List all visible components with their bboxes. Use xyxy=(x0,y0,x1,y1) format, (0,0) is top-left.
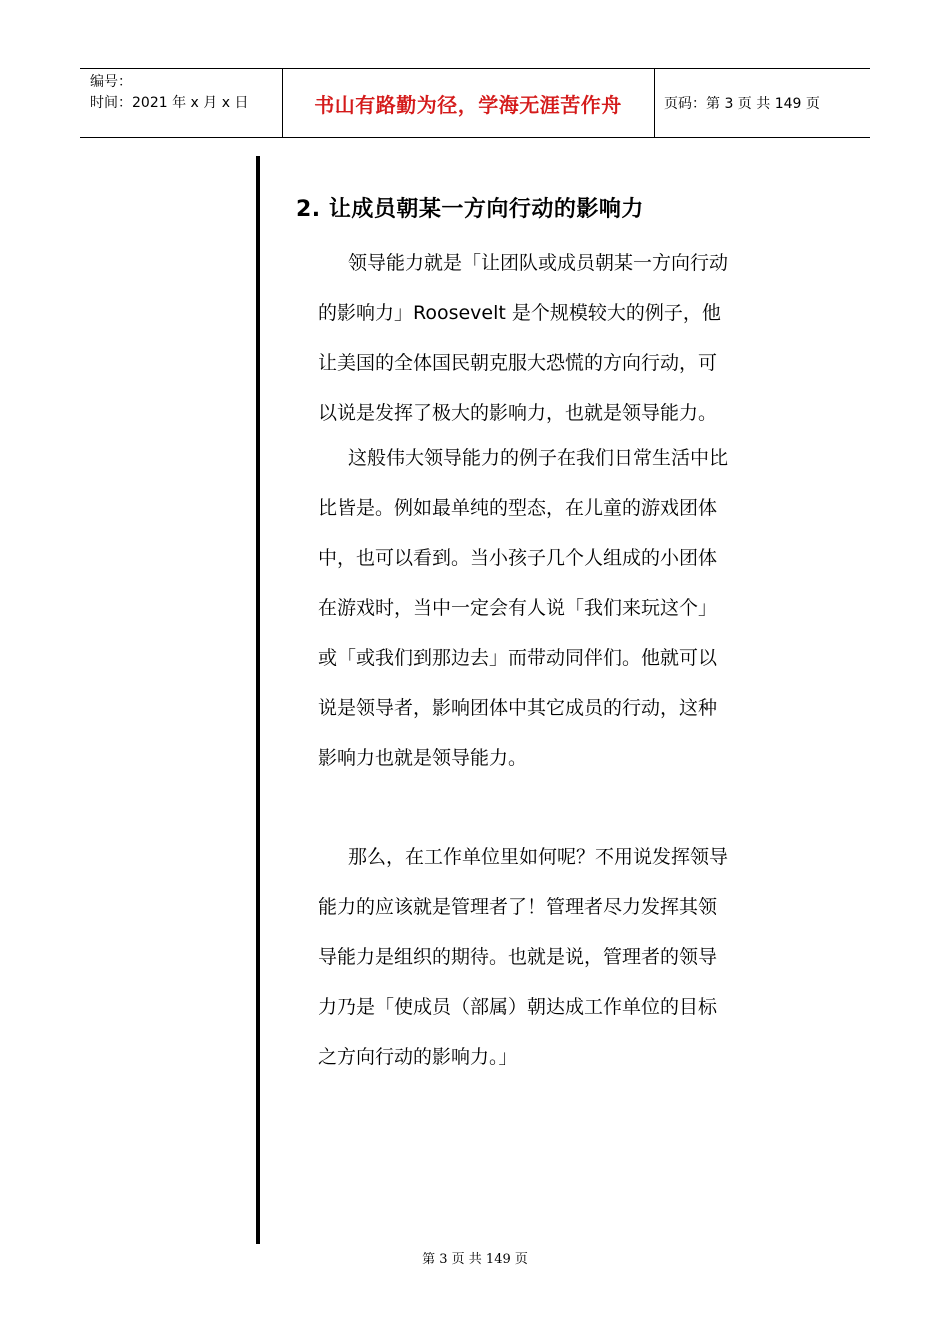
header-motto: 书山有路勤为径，学海无涯苦作舟 xyxy=(314,92,622,117)
paragraph-3 xyxy=(318,832,818,1082)
paragraph-2 xyxy=(318,433,818,783)
header-page-label: 页码：第 3 页 共 149 页 xyxy=(664,96,820,112)
paragraph-line: 比皆是。例如最单纯的型态，在儿童的游戏团体 xyxy=(318,497,718,519)
paragraph-line: 让美国的全体国民朝克服大恐慌的方向行动，可 xyxy=(318,352,718,374)
page-header-table xyxy=(80,68,870,138)
paragraph-line: 领导能力就是「让团队或成员朝某一方向行动 xyxy=(348,252,729,274)
paragraph-line: 那么，在工作单位里如何呢？不用说发挥领导 xyxy=(348,846,729,868)
paragraph-line: 这般伟大领导能力的例子在我们日常生活中比 xyxy=(348,447,729,469)
paragraph-line: 中，也可以看到。当小孩子几个人组成的小团体 xyxy=(318,547,718,569)
left-margin-rule xyxy=(256,156,260,1244)
paragraph-line: 在游戏时，当中一定会有人说「我们来玩这个」 xyxy=(318,597,718,619)
paragraph-line: 导能力是组织的期待。也就是说，管理者的领导 xyxy=(318,946,718,968)
page-footer: 第 3 页 共 149 页 xyxy=(422,1252,528,1267)
paragraph-line: 之方向行动的影响力。」 xyxy=(318,1046,518,1068)
paragraph-line: 的影响力」Roosevelt 是个规模较大的例子，他 xyxy=(318,302,721,324)
header-meta xyxy=(90,72,248,114)
header-number-label: 编号： xyxy=(90,74,132,90)
paragraph-line: 或「或我们到那边去」而带动同伴们。他就可以 xyxy=(318,647,718,669)
section-heading: 2. 让成员朝某一方向行动的影响力 xyxy=(296,197,644,222)
paragraph-line: 以说是发挥了极大的影响力，也就是领导能力。 xyxy=(318,402,718,424)
paragraph-1 xyxy=(318,238,818,438)
paragraph-line: 影响力也就是领导能力。 xyxy=(318,747,528,769)
paragraph-line: 力乃是「使成员（部属）朝达成工作单位的目标 xyxy=(318,996,718,1018)
paragraph-line: 能力的应该就是管理者了！管理者尽力发挥其领 xyxy=(318,896,718,918)
header-date-label: 时间：2021 年 x 月 x 日 xyxy=(90,95,249,111)
paragraph-line: 说是领导者，影响团体中其它成员的行动，这种 xyxy=(318,697,718,719)
header-divider xyxy=(654,69,655,137)
